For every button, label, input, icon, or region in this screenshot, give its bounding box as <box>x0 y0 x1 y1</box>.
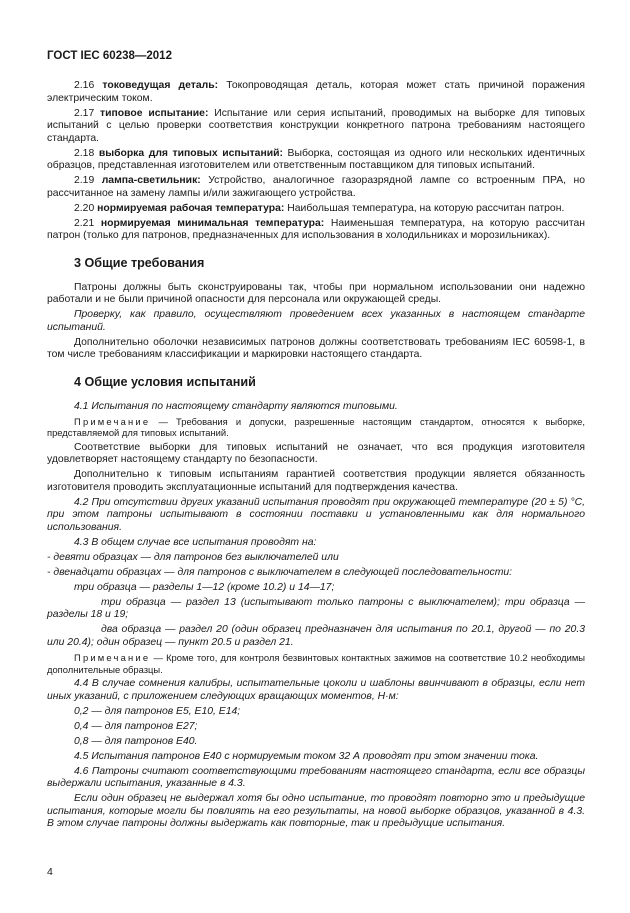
definition-2-18: 2.18 выборка для типовых испытаний: Выборка, состоящая из одного или нескольких идентичных образцов, представленная изготовителем или ответственным поставщиком для типовых испытаний. <box>47 147 586 172</box>
list-item: - двенадцати образцах — для патронов с выключателем в следующей последовательности: <box>47 566 513 578</box>
clause-4-3: 4.3 В общем случае все испытания проводят на: <box>74 536 317 548</box>
document-body <box>47 80 585 833</box>
paragraph: Если один образец не выдержал хотя бы одно испытание, то проводят повторно это и предыдущие испытания, которые могли бы повлиять на его результаты, на новой выборке образцов, указанной в 4.3. В этом случае патроны должны выдержать как повторные, так и предыдущие испытания. <box>47 793 585 830</box>
definition-term: лампа-светильник: <box>101 175 201 187</box>
definition-2-16: 2.16 токоведущая деталь: Токопроводящая деталь, которая может стать причиной поражения электрическим током. <box>47 80 586 104</box>
document-header: ГОСТ IEC 60238—2012 <box>47 50 172 62</box>
list-item: - девяти образцах — для патронов без выключателей или <box>47 551 339 563</box>
section-3-heading: 3 Общие требования <box>74 256 205 271</box>
definition-2-17: 2.17 типовое испытание: Испытание или серия испытаний, проводимых на выборке для типовых испытаний с целью проверки соответствия конструкции конкретного патрона требованиям настоящего стандарта. <box>47 107 585 144</box>
clause-4-1: 4.1 Испытания по настоящему стандарту являются типовыми. <box>74 400 398 412</box>
definition-2-20: 2.20 нормируемая рабочая температура: Наибольшая температура, на которую рассчитан патрон. <box>74 202 565 214</box>
definition-term: нормируемая минимальная температура: <box>100 217 325 229</box>
definition-term: выборка для типовых испытаний: <box>98 147 283 159</box>
clause-4-4: 4.4 В случае сомнения калибры, испытательные цоколи и шаблоны ввинчивают в образцы, если нет иных указаний, с приложением следующих вращающих моментов, Н·м: <box>47 677 585 702</box>
note-label: Примечание <box>74 415 151 427</box>
definition-2-21: 2.21 нормируемая минимальная температура: Наименьшая температура, на которую рассчитан патрон (только для патронов, предназначенных для использования в холодильниках и морозильниках). <box>47 217 585 242</box>
definition-2-19: 2.19 лампа-светильник: Устройство, аналогичное газоразрядной лампе со встроенным ПРА, но рассчитанное на замену лампы и/или зажигающего устройства. <box>47 175 585 199</box>
torque-item: 0,2 — для патронов E5, E10, E14; <box>74 705 241 717</box>
note-label: Примечание <box>74 652 151 663</box>
list-item: три образца — раздел 13 (испытывают только патроны с выключателем); три образца — разделы 18 и 19; <box>47 596 585 621</box>
list-item: три образца — разделы 1—12 (кроме 10.2) и 14—17; <box>74 581 335 593</box>
section-3-paragraph: Патроны должны быть сконструированы так, чтобы при нормальном использовании они надежно работали и не были причиной опасности для персонала или окружающей среды. <box>47 281 585 306</box>
section-3-verification: Проверку, как правило, осуществляют проведением всех указанных в настоящем стандарте испытаний. <box>47 309 585 333</box>
torque-item: 0,8 — для патронов E40. <box>74 735 198 747</box>
torque-item: 0,4 — для патронов E27; <box>74 720 198 732</box>
clause-4-6: 4.6 Патроны считают соответствующими требованиям настоящего стандарта, если все образцы выдержали испытания, указанные в 4.3. <box>47 765 585 790</box>
clause-4-2: 4.2 При отсутствии других указаний испытания проводят при окружающей температуре (20 ± 5) °С, при этом патроны испытывают в состоянии поставки и установленными как для нормального использования. <box>47 496 585 533</box>
clause-4-5: 4.5 Испытания патронов E40 с нормируемым током 32 А проводят при этом значении тока. <box>74 750 539 762</box>
list-item: два образца — раздел 20 (один образец предназначен для испытания по 20.1, другой — по 20.3 или 20.4); один образец — пункт 20.5 и раздел 21. <box>47 624 585 649</box>
paragraph: Соответствие выборки для типовых испытаний не означает, что вся продукция изготовителя удовлетворяет настоящему стандарту по безопасности. <box>47 441 585 466</box>
note-2: Примечание — Кроме того, для контроля безвинтовых контактных зажимов на соответствие 10.2 необходимы дополнительные образцы. <box>47 652 585 675</box>
paragraph: Дополнительно к типовым испытаниям гарантией соответствия продукции является обязанность изготовителя проводить эксплуатационные испытаний для подтверждения качества. <box>47 469 585 493</box>
note-1: Примечание — Требования и допуски, разрешенные настоящим стандартом, относятся к выборке, представляемой для типовых испытаний. <box>47 415 585 439</box>
definition-term: типовое испытание: <box>100 107 209 119</box>
definitions-list <box>47 80 585 243</box>
page-number: 4 <box>47 866 53 878</box>
section-3-paragraph: Дополнительно оболочки независимых патронов должны соответствовать требованиям IEC 60598-1, в том числе требованиям классификации и маркировки настоящего стандарта. <box>47 336 585 361</box>
definition-term: токоведущая деталь: <box>102 80 219 91</box>
section-4-heading: 4 Общие условия испытаний <box>74 375 256 390</box>
definition-term: нормируемая рабочая температура: <box>97 202 285 214</box>
